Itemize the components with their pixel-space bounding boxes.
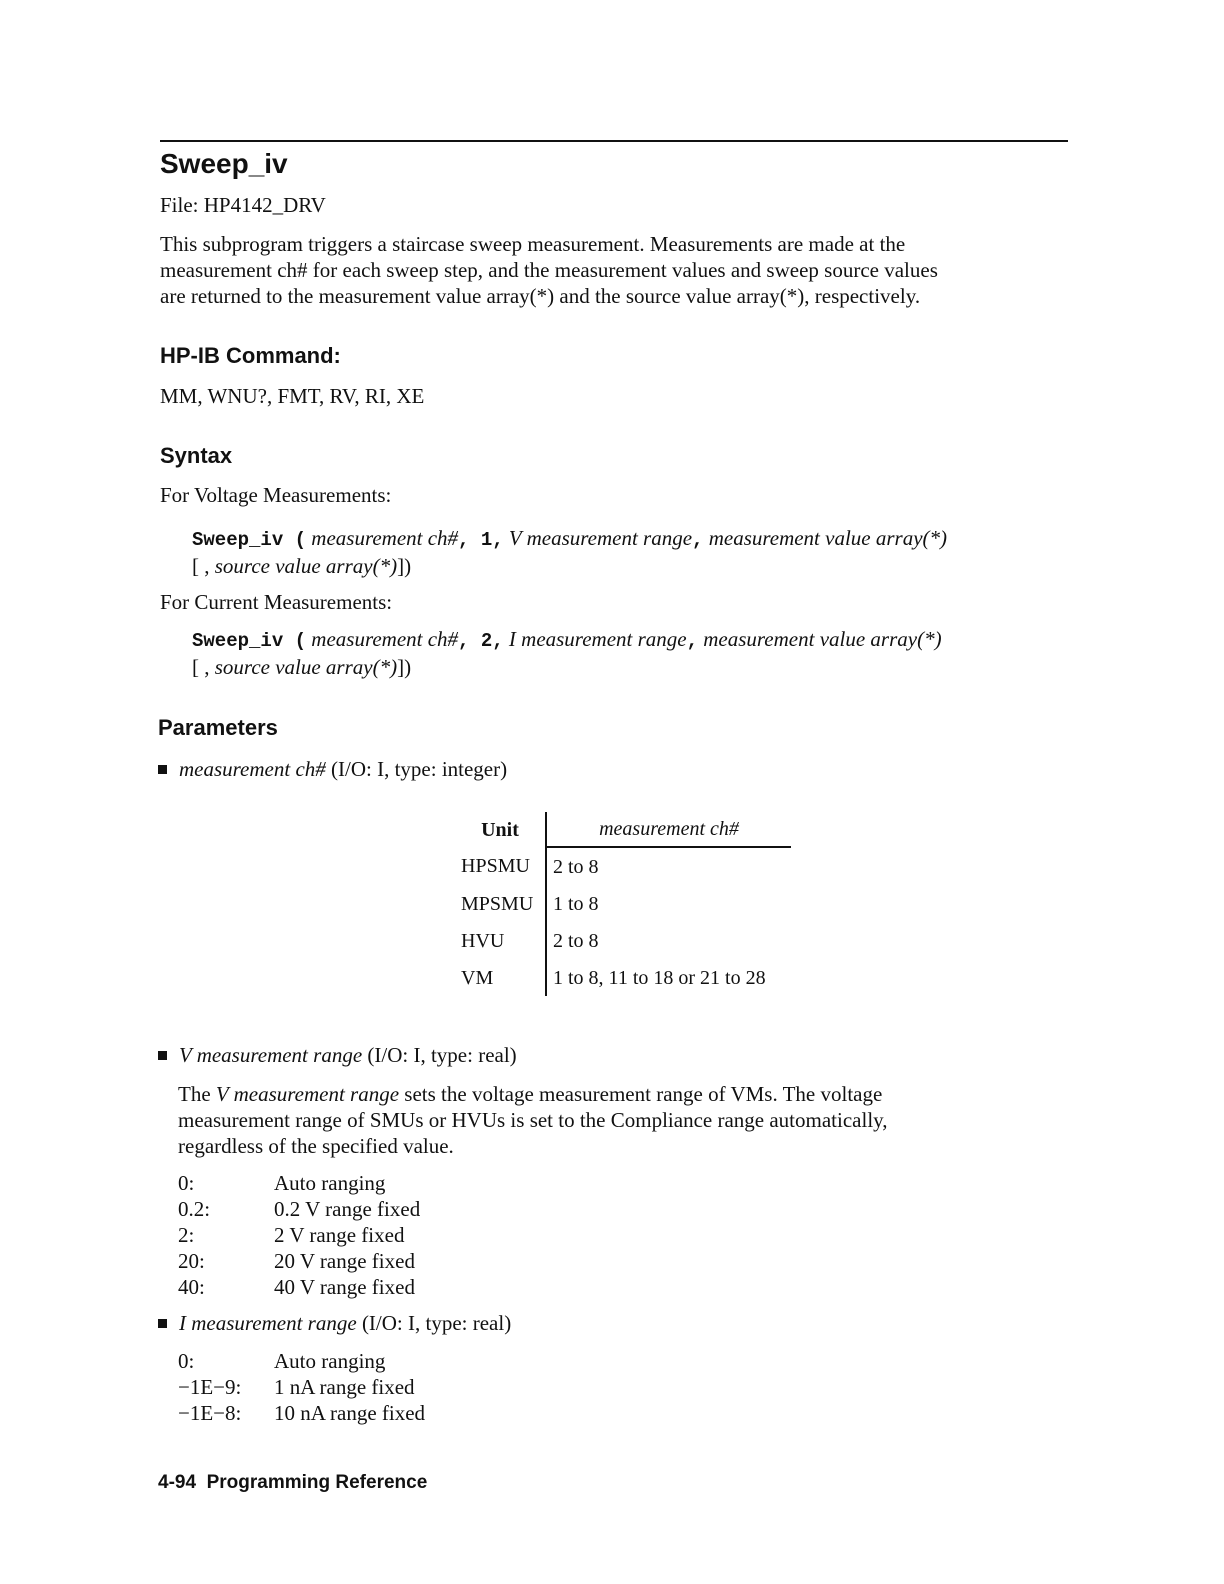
desc-text: regardless of the specified value.: [178, 1134, 454, 1158]
voltage-label: For Voltage Measurements:: [160, 483, 392, 507]
param-i-measurement-range: [158, 1310, 511, 1336]
syntax-bracket-close: ]): [397, 655, 412, 679]
value-desc: 1 nA range fixed: [274, 1375, 415, 1399]
table-row: [455, 847, 791, 885]
table-cell-channel: 2 to 8: [553, 929, 599, 952]
syntax-arg: V measurement range: [508, 526, 693, 550]
syntax-bracket-open: [ ,: [192, 554, 210, 578]
table-row: [455, 885, 791, 922]
value-row: [178, 1170, 420, 1196]
syntax-arg: measurement ch#: [311, 627, 459, 651]
table-cell-channel: 1 to 8: [553, 892, 599, 915]
page-footer: 4-94 Programming Reference: [158, 1472, 428, 1493]
current-label: For Current Measurements:: [160, 590, 393, 614]
value-key: 20:: [178, 1249, 205, 1273]
table-cell-unit: HPSMU: [455, 847, 546, 885]
value-row: [178, 1196, 420, 1222]
description-line: measurement ch# for each sweep step, and the measurement values and sweep source values: [160, 258, 938, 282]
table-cell-unit: MPSMU: [455, 885, 546, 922]
table-cell-channel: 1 to 8, 11 to 18 or 21 to 28: [553, 966, 766, 989]
param-type: (I/O: I, type: integer): [331, 757, 508, 781]
value-key: −1E−9:: [178, 1375, 242, 1399]
value-desc: 0.2 V range fixed: [274, 1197, 421, 1221]
syntax-function: Sweep_iv (: [192, 630, 307, 652]
syntax-arg: measurement value array(*): [703, 627, 942, 651]
description-line: This subprogram triggers a staircase sweep measurement. Measurements are made at the: [160, 232, 906, 256]
syntax-arg: source value array(*): [214, 554, 398, 578]
desc-text: measurement range of SMUs or HVUs is set to the Compliance range automatically,: [178, 1108, 888, 1132]
table-cell-unit: VM: [455, 959, 546, 996]
desc-param-name: V measurement range: [215, 1082, 400, 1106]
bullet-icon: [158, 1319, 167, 1328]
unit-channel-table: [455, 812, 791, 996]
syntax-arg: measurement ch#: [311, 526, 459, 550]
parameters-heading: Parameters: [158, 715, 278, 740]
description-line: are returned to the measurement value array(*) and the source value array(*), respectively.: [160, 284, 921, 308]
value-row: [178, 1348, 425, 1374]
description: [160, 231, 1060, 309]
param-v-measurement-range: [158, 1042, 517, 1068]
value-desc: 40 V range fixed: [274, 1275, 415, 1299]
top-rule: [160, 140, 1068, 142]
hpib-commands: MM, WNU?, FMT, RV, RI, XE: [160, 384, 425, 408]
current-syntax: [192, 626, 1052, 680]
value-row: [178, 1248, 420, 1274]
i-range-values: [178, 1348, 425, 1426]
value-desc: Auto ranging: [274, 1171, 386, 1195]
param-type: (I/O: I, type: real): [367, 1043, 517, 1067]
syntax-heading: Syntax: [160, 443, 233, 468]
param-name: V measurement range: [179, 1043, 363, 1067]
syntax-bracket-close: ]): [397, 554, 412, 578]
table-row: [455, 922, 791, 959]
value-desc: 20 V range fixed: [274, 1249, 415, 1273]
v-range-values: [178, 1170, 420, 1300]
bullet-icon: [158, 1051, 167, 1060]
value-row: [178, 1374, 425, 1400]
table-cell-channel: 2 to 8: [553, 855, 599, 878]
v-range-description: [178, 1081, 1058, 1159]
table-header-unit: Unit: [455, 812, 546, 847]
hpib-heading: HP-IB Command:: [160, 343, 341, 368]
syntax-arg: measurement value array(*): [708, 526, 948, 550]
bullet-icon: [158, 765, 167, 774]
value-desc: 2 V range fixed: [274, 1223, 405, 1247]
syntax-mode: , 1,: [458, 529, 504, 551]
param-name: I measurement range: [179, 1311, 357, 1335]
value-key: 0:: [178, 1349, 195, 1373]
value-row: [178, 1222, 420, 1248]
value-row: [178, 1274, 420, 1300]
syntax-mode: , 2,: [458, 630, 504, 652]
value-desc: Auto ranging: [274, 1349, 386, 1373]
param-measurement-ch: [158, 756, 507, 782]
file-line: File: HP4142_DRV: [160, 193, 326, 217]
syntax-comma: ,: [686, 630, 698, 652]
syntax-arg: source value array(*): [214, 655, 398, 679]
param-name: measurement ch#: [179, 757, 326, 781]
voltage-syntax: [192, 525, 1052, 579]
syntax-bracket-open: [ ,: [192, 655, 210, 679]
syntax-function: Sweep_iv (: [192, 529, 307, 551]
value-desc: 10 nA range fixed: [274, 1401, 426, 1425]
desc-text: The: [178, 1082, 211, 1106]
desc-text: sets the voltage measurement range of VMs. The voltage: [404, 1082, 883, 1106]
table-row: [455, 959, 791, 996]
table-header-channel: measurement ch#: [546, 812, 791, 847]
value-key: −1E−8:: [178, 1401, 242, 1425]
value-key: 0:: [178, 1171, 195, 1195]
syntax-arg: I measurement range: [508, 627, 687, 651]
value-key: 0.2:: [178, 1197, 211, 1221]
value-key: 40:: [178, 1275, 205, 1299]
value-key: 2:: [178, 1223, 195, 1247]
syntax-comma: ,: [692, 529, 704, 551]
page-title: Sweep_iv: [160, 148, 288, 179]
value-row: [178, 1400, 425, 1426]
table-cell-unit: HVU: [455, 922, 546, 959]
param-type: (I/O: I, type: real): [361, 1311, 512, 1335]
